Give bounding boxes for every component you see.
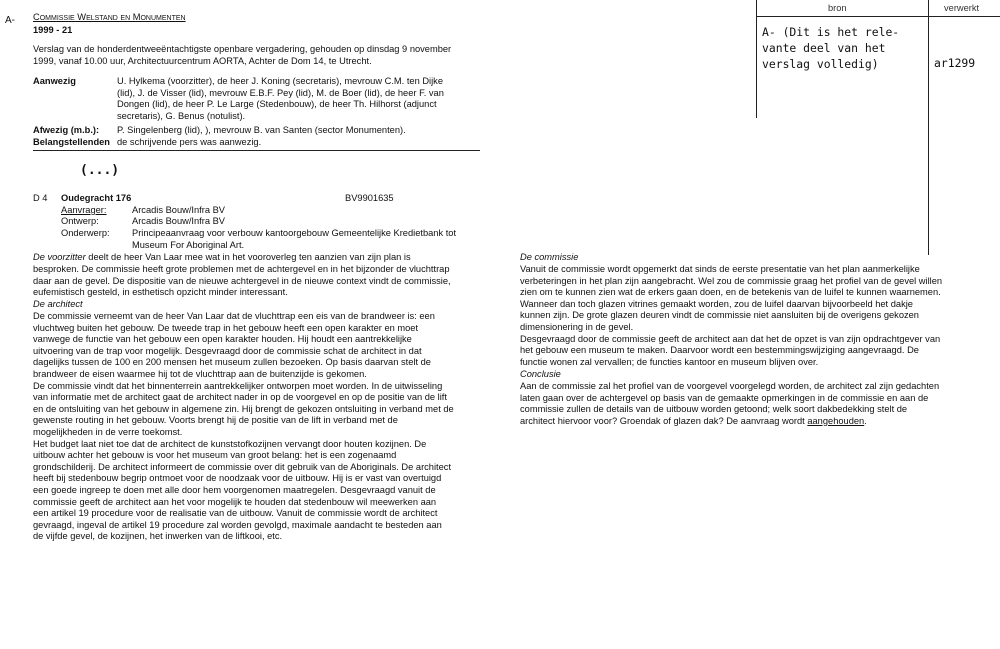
applicant-label: Aanvrager: [61, 205, 107, 215]
table-border [928, 0, 929, 255]
paragraph-line: en de ontsluiting van het gebouw in algemene zin. Hij brengt de gekozen ontsluiting in verband met de [33, 403, 454, 414]
header-divider [33, 150, 480, 151]
paragraph-line: mogelijkheden in de verre toekomst. [33, 426, 183, 437]
paragraph-line: commissie zullen de details van de uitbouw worden getoond; welk soort dakbedekking stelt de [520, 404, 908, 415]
table-border [756, 0, 757, 118]
absent-label: Afwezig (m.b.): [33, 125, 100, 135]
chair-intro [33, 252, 411, 264]
stakeholders-label: Belangstellenden [33, 137, 110, 147]
conclusion-heading: Conclusie [520, 369, 561, 379]
item-number: D 4 [33, 193, 48, 203]
paragraph-line: van informatie met de architect gaat de architect nader in op de voorgevel en op de positie van de lift [33, 392, 447, 403]
conclusion-last-text: architect hiervoor voor? Groendak of glazen dak? De aanvraag wordt [520, 415, 805, 426]
report-line-2: 1999, vanaf 10.00 uur, Architectuurcentrum AORTA, Achter de Dom 14, te Utrecht. [33, 56, 372, 66]
org-name: Commissie Welstand en Monumenten [33, 12, 186, 22]
paragraph-line: brandweer de eisen waarmee hij tot de vluchttrap aan de buitenzijde is gekomen. [33, 368, 367, 379]
year-number: 1999 - 21 [33, 25, 73, 35]
paragraph-line: dimensionering in de gevel. [520, 321, 634, 332]
paragraph-line: Wanneer dan toch glazen vitrines gemaakt worden, zou de luifel daarvan bijvoorbeeld het dakje [520, 298, 913, 309]
table-border [756, 16, 1000, 17]
column-header-processed: verwerkt [944, 3, 980, 13]
paragraph-line: zien om te kunnen zien wat de erkers gaan doen, en de betekenis van de luifel te kunnen waarnemen. [520, 287, 941, 298]
design-value: Arcadis Bouw/Infra BV [132, 216, 226, 226]
paragraph-line: Vanuit de commissie wordt opgemerkt dat sinds de eerste presentatie van het plan aanmerkelijke [520, 264, 920, 274]
conclusion-paragraph [520, 381, 939, 427]
file-number: BV9901635 [345, 193, 394, 203]
conclusion-period: . [864, 415, 867, 426]
paragraph-line: uitvoering van de trap voor mogelijk. Desgevraagd door de commissie schat de architect in dat [33, 345, 422, 356]
item-address: Oudegracht 176 [61, 193, 132, 203]
source-note-line: vante deel van het [762, 41, 886, 55]
paragraph-line: vluchtweg buiten het gebouw. De tweede trap in het gebouw heeft een open karakter en moet [33, 322, 419, 333]
paragraph-line: laten gaan over de achtergevel op basis van de gemaakte opmerkingen in de commissie en aan de [520, 392, 929, 403]
paragraph-line: Desgevraagd door de commissie geeft de architect aan dat het de opzet is van zijn opdrachtgever van [520, 333, 941, 344]
paragraph-line: vanwege de functie van het gebouw een open karakter houden. Hij houdt een aantrekkelijke [33, 334, 412, 345]
chair-paragraph [33, 264, 451, 299]
architect-heading: De architect [33, 299, 83, 309]
paragraph-line: Het budget laat niet toe dat de architect de kunststofkozijnen vervangt door houten kozijnen. De [33, 438, 427, 449]
source-note-line: A- (Dit is het rele- [762, 25, 900, 39]
paragraph-line: gevraagd, ingeval de artikel 19 procedure zal worden gevolgd, maximale aandacht te besteden aan [33, 519, 442, 530]
present-line: (lid), J. de Visser (lid), mevrouw E.B.F. Pey (lid), M. de Boer (lid), de heer F. van [117, 87, 444, 98]
paragraph-line: een artikel 19 procedure voor de realisatie van de uitbouw. Vanuit de commissie wordt de architect [33, 508, 438, 519]
present-line: Dongen (lid), de heer P. Le Large (Stedenbouw), de heer Th. Hilhorst (adjunct [117, 99, 437, 110]
paragraph-line: uitbouw achter het gebouw is voor het museum van groot belang: het is een zogenaamd [33, 450, 397, 461]
absent-text: P. Singelenberg (lid), ), mevrouw B. van Santen (sector Monumenten). [117, 125, 406, 135]
paragraph-line: heeft bij stedenbouw begrip ontmoet voor de noodzaak voor de uitbouw. Hij is er vast van overtuigd [33, 473, 442, 484]
paragraph-line: daar aan de gevel. De dispositie van de nieuwe achtergevel in de nieuwe context vindt de commissie, [33, 275, 451, 286]
stakeholders-text: de schrijvende pers was aanwezig. [117, 137, 262, 147]
paragraph-line: de vijfde gevel, de kozijnen, het inwerken van de liftkooi, etc. [33, 531, 283, 542]
subject-label: Onderwerp: [61, 228, 110, 238]
reference-code: ar1299 [934, 56, 976, 70]
decision-postponed: aangehouden [807, 415, 865, 426]
paragraph-line: commissie geeft de architect aan het voor mogelijk te houden dat stedenbouw wil meewerken aan [33, 496, 437, 507]
paragraph-line: De commissie verneemt van de heer Van Laar dat de vluchttrap een eis van de brandweer is: een [33, 311, 435, 321]
paragraph-line: verbeteringen in het plan zijn aangebracht. Wel zou de commissie graag het profiel van de gevel willen [520, 275, 943, 286]
design-label: Ontwerp: [61, 216, 99, 226]
column-header-source: bron [828, 3, 847, 13]
paragraph-line: het gebouw een museum te maken. Daarvoor wordt een bestemmingswijziging aangevraagd. De [520, 345, 919, 356]
margin-mark: A- [5, 15, 15, 26]
paragraph-line: grondschilderij. De architect informeert de commissie over dit gebruik van de Aboriginals. De architect [33, 461, 452, 472]
ellipsis-mark: (...) [80, 163, 120, 178]
subject-value: Principeaanvraag voor verbouw kantoorgebouw Gemeentelijke Kredietbank tot [132, 228, 457, 238]
paragraph-line [520, 416, 939, 428]
commission-paragraph [520, 264, 942, 368]
applicant-value: Arcadis Bouw/Infra BV [132, 205, 226, 215]
present-list [117, 76, 444, 122]
paragraph-line: eufemistisch gesteld, in esthetisch opzicht minder interessant. [33, 287, 288, 298]
chair-intro-text: deelt de heer Van Laar mee wat in het vooroverleg ten aanzien van zijn plan is [88, 252, 411, 262]
architect-paragraph [33, 311, 454, 543]
paragraph-line: dagelijks tussen de 100 en 200 mensen het museum zullen bezoeken. Op basis daarvan stelt de [33, 357, 431, 368]
chair-intro-italic: De voorzitter [33, 252, 86, 262]
paragraph-line: functie wonen zal vervallen; de functies kantoor en museum blijven over. [520, 356, 819, 367]
paragraph-line: De commissie vindt dat het binnenterrein aantrekkelijker ontworpen moet worden. In de uitwisseling [33, 380, 443, 391]
paragraph-line: een goede ingreep te doen met alle door hem voorgenomen maatregelen. Desgevraagd vanuit de [33, 484, 436, 495]
report-line-1: Verslag van de honderdentweeëntachtigste openbare vergadering, gehouden op dinsdag 9 november [33, 44, 452, 54]
paragraph-line: gewenste routing in het gebouw. Voorts brengt hij de positie van de lift in verband met de [33, 415, 398, 426]
source-note [762, 24, 899, 72]
source-note-line: verslag volledig) [762, 57, 879, 71]
subject-value-continued: Museum For Aboriginal Art. [132, 240, 245, 250]
paragraph-line: Aan de commissie zal het profiel van de voorgevel voorgelegd worden, de architect zal zijn gedachten [520, 381, 940, 391]
commission-heading: De commissie [520, 252, 579, 262]
present-label: Aanwezig [33, 76, 76, 86]
paragraph-line: kunnen zijn. De grote glazen deuren vindt de commissie niet aansluiten bij de overigens gekozen [520, 310, 919, 321]
paragraph-line: besproken. De commissie heeft grote problemen met de achtergevel en in het bijzonder de vluchttrap [33, 264, 450, 274]
present-line: U. Hylkema (voorzitter), de heer J. Koning (secretaris), mevrouw C.M. ten Dijke [117, 76, 444, 86]
present-line: secretaris), G. Benus (notulist). [117, 110, 246, 121]
